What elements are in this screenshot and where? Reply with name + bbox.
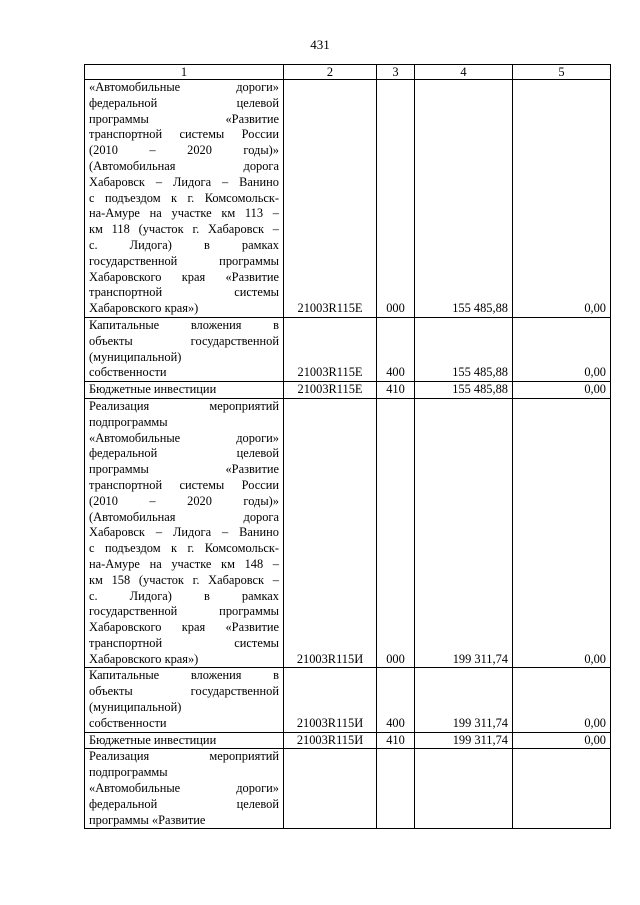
column-header-5: 5 (513, 65, 611, 80)
row-description-line: Хабаровск – Лидога – Ванино (89, 174, 279, 189)
table-row (85, 80, 611, 318)
row-description-line: федеральной целевой (89, 796, 279, 811)
row-amount-2: 0,00 (513, 732, 611, 749)
row-description-line: подпрограммы (89, 765, 168, 780)
row-code (284, 749, 377, 829)
row-description-line: транспортной системы России (89, 477, 279, 492)
table-row (85, 668, 611, 732)
row-amount-2: 0,00 (513, 398, 611, 668)
row-description-line: Реализация мероприятий (89, 398, 279, 413)
row-description-line: (муниципальной) (89, 700, 182, 715)
row-description-line: на-Амуре на участке км 113 – (89, 206, 279, 221)
row-description-line: объекты государственной (89, 684, 279, 699)
row-description-line: федеральной целевой (89, 446, 279, 461)
row-expense-type (377, 749, 415, 829)
row-expense-type: 000 (377, 80, 415, 318)
row-description-line: с. Лидога) в рамках (89, 588, 279, 603)
row-description-line: на-Амуре на участке км 148 – (89, 556, 279, 571)
row-amount: 155 485,88 (415, 80, 513, 318)
table-header-row (85, 65, 611, 80)
row-description-line: с подъездом к г. Комсомольск- (89, 190, 279, 205)
table-body (85, 65, 611, 829)
row-code: 21003R115Е (284, 317, 377, 381)
row-description (85, 732, 284, 749)
row-code: 21003R115И (284, 398, 377, 668)
row-description (85, 317, 284, 381)
row-description-line: с подъездом к г. Комсомольск- (89, 541, 279, 556)
row-amount: 155 485,88 (415, 382, 513, 399)
table-row (85, 732, 611, 749)
row-description-line: федеральной целевой (89, 95, 279, 110)
row-description-line: (муниципальной) (89, 349, 182, 364)
row-amount: 199 311,74 (415, 732, 513, 749)
row-description (85, 398, 284, 668)
row-description-line: транспортной системы (89, 285, 279, 300)
row-amount-2: 0,00 (513, 382, 611, 399)
row-description-line: «Автомобильные дороги» (89, 80, 279, 94)
row-description-line: государственной программы (89, 253, 279, 268)
row-description-line: Бюджетные инвестиции (89, 732, 217, 747)
row-amount: 199 311,74 (415, 398, 513, 668)
row-amount-2: 0,00 (513, 668, 611, 732)
row-description-line: «Автомобильные дороги» (89, 781, 279, 796)
row-amount: 155 485,88 (415, 317, 513, 381)
row-description-line: (Автомобильная дорога (89, 509, 279, 524)
row-expense-type: 000 (377, 398, 415, 668)
column-header-4: 4 (415, 65, 513, 80)
row-description-line: транспортной системы России (89, 127, 279, 142)
row-description-line: (2010 – 2020 годы)» (89, 143, 279, 158)
row-description-line: (Автомобильная дорога (89, 158, 279, 173)
row-description (85, 749, 284, 829)
row-description-line: Реализация мероприятий (89, 749, 279, 764)
row-description-line: Бюджетные инвестиции (89, 382, 217, 397)
row-expense-type: 410 (377, 732, 415, 749)
row-description (85, 80, 284, 318)
row-expense-type: 400 (377, 317, 415, 381)
row-description-line: подпрограммы (89, 414, 168, 429)
row-code: 21003R115И (284, 668, 377, 732)
row-expense-type: 410 (377, 382, 415, 399)
row-description-line: программы «Развитие (89, 462, 279, 477)
row-description-line: собственности (89, 715, 167, 730)
page-number: 431 (310, 37, 330, 52)
row-description-line: Хабаровского края») (89, 301, 199, 316)
row-amount-2: 0,00 (513, 317, 611, 381)
row-amount-2: 0,00 (513, 80, 611, 318)
row-description-line: (2010 – 2020 годы)» (89, 493, 279, 508)
row-description-line: объекты государственной (89, 333, 279, 348)
row-description-line: км 118 (участок г. Хабаровск – (89, 222, 279, 237)
row-description (85, 668, 284, 732)
column-header-3: 3 (377, 65, 415, 80)
row-description-line: км 158 (участок г. Хабаровск – (89, 572, 279, 587)
row-description-line: программы «Развитие (89, 111, 279, 126)
column-header-1: 1 (85, 65, 284, 80)
row-description-line: государственной программы (89, 604, 279, 619)
table-row (85, 398, 611, 668)
row-description-line: Хабаровского края «Развитие (89, 620, 279, 635)
row-description-line: Хабаровского края «Развитие (89, 269, 279, 284)
row-amount-2 (513, 749, 611, 829)
row-amount: 199 311,74 (415, 668, 513, 732)
row-amount (415, 749, 513, 829)
row-description-line: программы «Развитие (89, 812, 206, 827)
row-expense-type: 400 (377, 668, 415, 732)
row-description-line: Капитальные вложения в (89, 668, 279, 683)
row-description-line: Капитальные вложения в (89, 317, 279, 332)
row-description-line: собственности (89, 365, 167, 380)
row-code: 21003R115Е (284, 382, 377, 399)
row-code: 21003R115И (284, 732, 377, 749)
row-code: 21003R115Е (284, 80, 377, 318)
row-description-line: Хабаровск – Лидога – Ванино (89, 525, 279, 540)
column-header-2: 2 (284, 65, 377, 80)
table-row (85, 317, 611, 381)
row-description-line: Хабаровского края») (89, 651, 199, 666)
table-row (85, 382, 611, 399)
table-row (85, 749, 611, 829)
budget-table (84, 64, 611, 829)
row-description-line: с. Лидога) в рамках (89, 237, 279, 252)
row-description-line: «Автомобильные дороги» (89, 430, 279, 445)
row-description-line: транспортной системы (89, 635, 279, 650)
row-description (85, 382, 284, 399)
